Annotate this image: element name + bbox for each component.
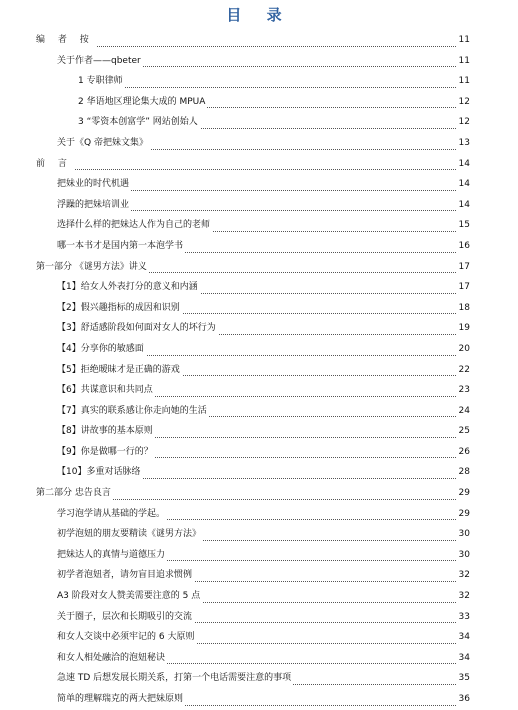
toc-entry[interactable] — [0, 339, 518, 360]
toc-entry-page-number: 35 — [456, 668, 470, 689]
toc-entry[interactable] — [0, 360, 518, 381]
toc-entry-page-number: 30 — [456, 545, 470, 566]
toc-entry-page-number: 22 — [456, 360, 470, 381]
toc-entry-page-number: 34 — [456, 627, 470, 648]
toc-entry[interactable] — [0, 545, 518, 566]
toc-entry[interactable] — [0, 236, 518, 257]
toc-entry-page-number: 25 — [456, 421, 470, 442]
toc-entry-label: 前 言 — [36, 154, 74, 175]
dot-leader — [36, 46, 462, 47]
toc-entry-page-number: 14 — [456, 154, 470, 175]
toc-entry[interactable] — [0, 442, 518, 463]
toc-entry-page-number: 14 — [456, 195, 470, 216]
toc-entry-page-number: 12 — [456, 112, 470, 133]
toc-entry-page-number: 11 — [456, 51, 470, 72]
toc-entry[interactable] — [0, 627, 518, 648]
toc-entry[interactable] — [0, 277, 518, 298]
toc-entry-label: 【5】拒绝暧昧才是正确的游戏 — [57, 360, 182, 381]
toc-entry[interactable] — [0, 668, 518, 689]
toc-entry-page-number: 28 — [456, 462, 470, 483]
toc-list — [0, 30, 518, 710]
toc-entry[interactable] — [0, 421, 518, 442]
toc-entry[interactable] — [0, 565, 518, 586]
toc-entry-label: 【9】你是做哪一行的？ — [57, 442, 155, 463]
toc-entry-label: 浮躁的把妹培训业 — [57, 195, 131, 216]
toc-entry[interactable] — [0, 30, 518, 51]
toc-entry-page-number: 16 — [456, 236, 470, 257]
toc-entry-page-number: 17 — [456, 277, 470, 298]
toc-entry-label: 关于《Q 帝把妹文集》 — [57, 133, 150, 154]
toc-entry-page-number: 11 — [456, 30, 470, 51]
toc-entry-page-number: 34 — [456, 648, 470, 669]
toc-entry[interactable] — [0, 298, 518, 319]
toc-entry-label: 3 “零资本创富学” 网站创始人 — [78, 112, 200, 133]
toc-entry-page-number: 17 — [456, 257, 470, 278]
toc-entry[interactable] — [0, 648, 518, 669]
toc-entry-label: 初学者泡妞者，请勿盲目追求惯例 — [57, 565, 194, 586]
toc-entry[interactable] — [0, 257, 518, 278]
dot-leader — [36, 169, 462, 170]
toc-entry-label: 简单的理解瑞克的两大把妹原则 — [57, 689, 185, 710]
toc-entry-label: 第二部分 忠告良言 — [36, 483, 113, 504]
toc-entry-label: 【1】给女人外表打分的意义和内涵 — [57, 277, 200, 298]
dot-leader — [78, 87, 462, 88]
toc-entry-page-number: 32 — [456, 586, 470, 607]
toc-entry-label: 【10】多重对话脉络 — [57, 462, 142, 483]
toc-entry-page-number: 26 — [456, 442, 470, 463]
toc-entry[interactable] — [0, 51, 518, 72]
toc-title: 目 录 — [226, 6, 292, 24]
toc-entry-label: 第一部分 《谜男方法》讲义 — [36, 257, 149, 278]
toc-entry-page-number: 24 — [456, 401, 470, 422]
toc-entry-label: 1 专职律师 — [78, 71, 125, 92]
toc-entry[interactable] — [0, 462, 518, 483]
toc-entry[interactable] — [0, 112, 518, 133]
toc-entry-label: 和女人交谈中必须牢记的 6 大原则 — [57, 627, 196, 648]
toc-entry[interactable] — [0, 689, 518, 710]
toc-entry-page-number: 19 — [456, 318, 470, 339]
toc-entry-label: 编 者 按 — [36, 30, 96, 51]
toc-entry-page-number: 18 — [456, 298, 470, 319]
toc-entry-label: 【2】假兴趣指标的成因和识别 — [57, 298, 182, 319]
toc-entry[interactable] — [0, 483, 518, 504]
toc-entry-page-number: 12 — [456, 92, 470, 113]
toc-entry[interactable] — [0, 154, 518, 175]
toc-entry[interactable] — [0, 380, 518, 401]
toc-entry[interactable] — [0, 71, 518, 92]
toc-entry-page-number: 15 — [456, 215, 470, 236]
toc-entry-page-number: 11 — [456, 71, 470, 92]
toc-entry-label: 关于圈子，层次和长期吸引的交流 — [57, 607, 194, 628]
toc-entry[interactable] — [0, 215, 518, 236]
toc-entry-page-number: 29 — [456, 483, 470, 504]
toc-entry-page-number: 29 — [456, 504, 470, 525]
toc-entry-label: 把妹业的时代机遇 — [57, 174, 131, 195]
toc-entry-label: 【6】共谋意识和共同点 — [57, 380, 155, 401]
toc-entry-label: 学习泡学请从基础的学起。 — [57, 504, 167, 525]
toc-entry-page-number: 30 — [456, 524, 470, 545]
toc-entry[interactable] — [0, 318, 518, 339]
toc-entry[interactable] — [0, 504, 518, 525]
toc-entry-page-number: 13 — [456, 133, 470, 154]
toc-entry[interactable] — [0, 92, 518, 113]
toc-entry[interactable] — [0, 174, 518, 195]
toc-entry-page-number: 23 — [456, 380, 470, 401]
toc-entry-page-number: 14 — [456, 174, 470, 195]
toc-entry-label: 急速 TD 后想发展长期关系，打第一个电话需要注意的事项 — [57, 668, 293, 689]
toc-entry[interactable] — [0, 401, 518, 422]
toc-entry[interactable] — [0, 524, 518, 545]
toc-entry[interactable] — [0, 586, 518, 607]
toc-entry-label: 选择什么样的把妹达人作为自己的老师 — [57, 215, 212, 236]
toc-entry-page-number: 32 — [456, 565, 470, 586]
toc-entry-label: 关于作者——qbeter — [57, 51, 143, 72]
toc-entry-label: 初学泡妞的朋友要精读《谜男方法》 — [57, 524, 203, 545]
toc-entry-page-number: 33 — [456, 607, 470, 628]
toc-entry-label: A3 阶段对女人赞美需要注意的 5 点 — [57, 586, 202, 607]
toc-entry-label: 把妹达人的真情与道德压力 — [57, 545, 167, 566]
toc-entry-label: 【4】分享你的敏感面 — [57, 339, 146, 360]
toc-entry-label: 【7】真实的联系感让你走向她的生活 — [57, 401, 209, 422]
toc-entry-label: 【3】舒适感阶段如何面对女人的坏行为 — [57, 318, 218, 339]
toc-entry-label: 【8】讲故事的基本原则 — [57, 421, 155, 442]
toc-entry-label: 哪一本书才是国内第一本泡学书 — [57, 236, 185, 257]
toc-entry[interactable] — [0, 607, 518, 628]
toc-entry[interactable] — [0, 195, 518, 216]
toc-entry-label: 和女人相处融洽的泡妞秘诀 — [57, 648, 167, 669]
toc-entry-page-number: 36 — [456, 689, 470, 710]
toc-entry[interactable] — [0, 133, 518, 154]
toc-entry-label: 2 华语地区理论集大成的 MPUA — [78, 92, 207, 113]
toc-entry-page-number: 20 — [456, 339, 470, 360]
